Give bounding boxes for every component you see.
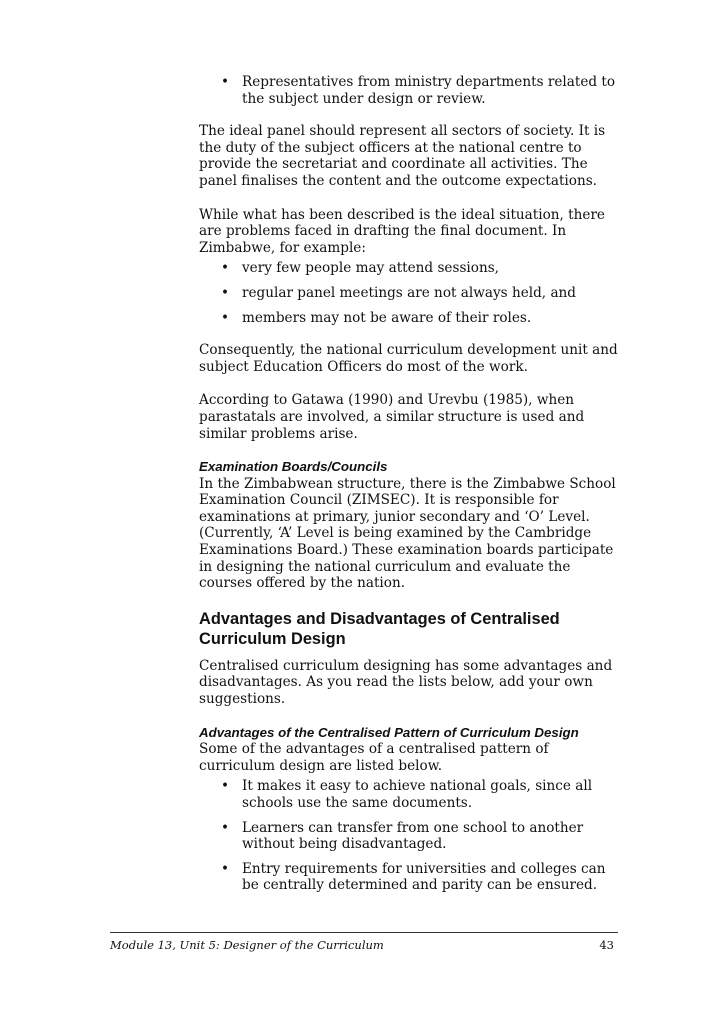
- bullet-icon: •: [221, 260, 230, 277]
- advantages-section: [199, 725, 624, 775]
- advantages-subheading: Advantages of the Centralised Pattern of Curriculum Design: [199, 724, 579, 740]
- page-content: [199, 74, 624, 910]
- bullet-icon: •: [221, 284, 230, 301]
- list-item-text: Entry requirements for universities and colleges can be centrally determined and parity can be ensured.: [242, 860, 606, 894]
- bullet-icon: •: [221, 778, 230, 795]
- exam-boards-section: [199, 459, 624, 592]
- list-item: [199, 861, 624, 894]
- paragraph-exam-body: In the Zimbabwean structure, there is the Zimbabwe School Examination Council (ZIMSEC). It is responsible for examinations at primary, junior secondary and ‘O’ Level. (Currently, ‘A’ Level is being examined by the Cambridge Examinations Board.) These examination boards participate in designing the national curriculum and evaluate the courses offered by the nation.: [199, 475, 616, 592]
- list-item-text: very few people may attend sessions,: [242, 260, 500, 277]
- list-item: [199, 820, 624, 853]
- list-item-text: It makes it easy to achieve national goals, since all schools use the same documents.: [242, 778, 593, 811]
- list-item-text: Learners can transfer from one school to another without being disadvantaged.: [242, 819, 584, 853]
- bullet-list-advantages: [199, 778, 624, 894]
- bullet-icon: •: [221, 309, 230, 326]
- list-item: [199, 310, 624, 327]
- paragraph-ideal-panel: The ideal panel should represent all sectors of society. It is the duty of the subject officers at the national centre to provide the secretariat and coordinate all activities. The panel finalises the content and the outcome expectations.: [199, 123, 606, 189]
- paragraph-advantages-intro: Some of the advantages of a centralised pattern of curriculum design are listed below.: [199, 741, 549, 774]
- bullet-list-panel-members: [199, 74, 624, 107]
- footer-module-title: Module 13, Unit 5: Designer of the Curriculum: [110, 938, 384, 952]
- bullet-icon: •: [221, 819, 230, 836]
- list-item: [199, 74, 624, 107]
- paragraph-while-ideal: While what has been described is the ideal situation, there are problems faced in drafting the final document. In Zimbabwe, for example:: [199, 206, 605, 256]
- list-item-text: Representatives from ministry departments related to the subject under design or review.: [242, 74, 616, 107]
- list-item: [199, 260, 624, 277]
- list-item-text: regular panel meetings are not always held, and: [242, 284, 577, 301]
- bullet-list-problems: [199, 260, 624, 326]
- page-number: 43: [599, 938, 614, 952]
- bullet-icon: •: [221, 74, 230, 90]
- list-item: [199, 285, 624, 302]
- list-item-text: members may not be aware of their roles.: [242, 309, 532, 326]
- paragraph-centralised-intro: Centralised curriculum designing has some advantages and disadvantages. As you read the lists below, add your own suggestions.: [199, 657, 613, 708]
- bullet-icon: •: [221, 860, 230, 877]
- paragraph-consequently: Consequently, the national curriculum development unit and subject Education Officers do most of the work.: [199, 342, 618, 375]
- footer-divider: [110, 932, 618, 933]
- paragraph-according: According to Gatawa (1990) and Urevbu (1985), when parastatals are involved, a similar structure is used and similar problems arise.: [199, 392, 585, 442]
- list-item: [199, 778, 624, 811]
- exam-boards-heading: Examination Boards/Councils: [199, 459, 388, 475]
- section-heading: Advantages and Disadvantages of Centralised Curriculum Design: [199, 609, 560, 648]
